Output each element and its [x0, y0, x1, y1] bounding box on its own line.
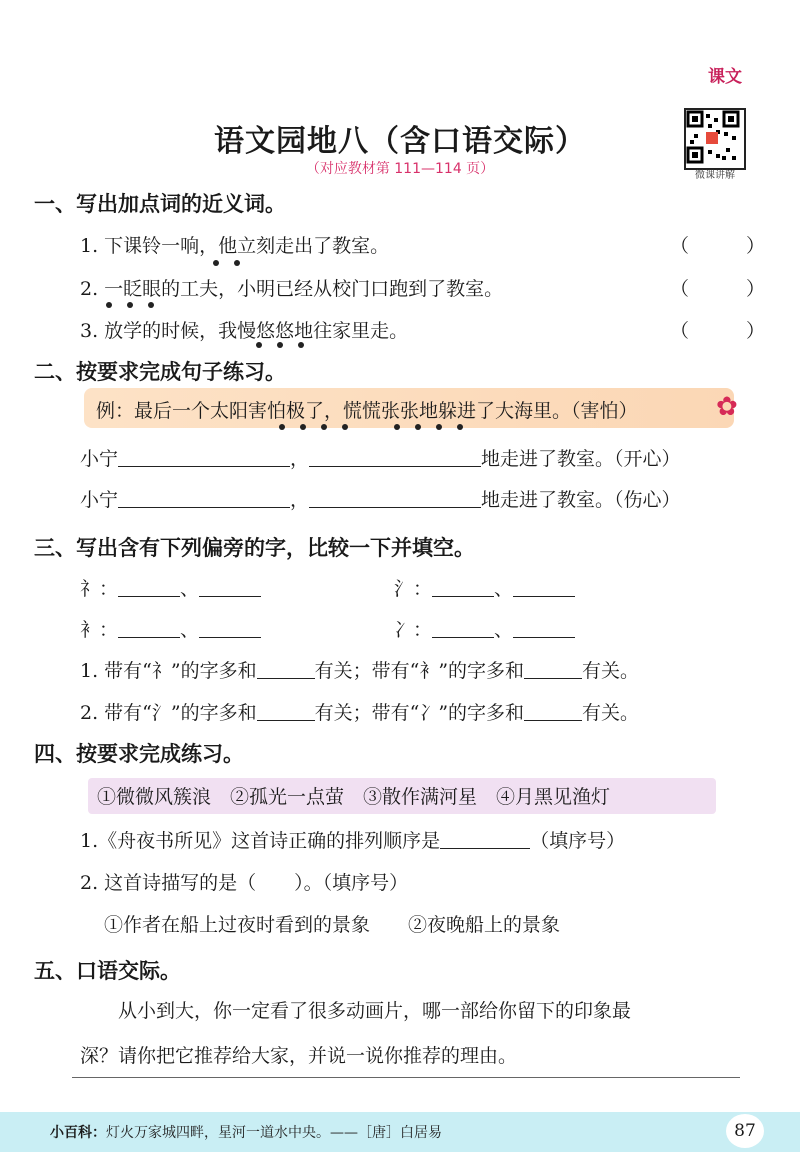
flower-icon: ✿: [716, 392, 738, 422]
poem-lines: ①微微风簇浪 ②孤光一点萤 ③散作满河星 ④月黑见渔灯: [97, 786, 611, 808]
answer-blank[interactable]: [257, 660, 315, 679]
emphasis-dot: [436, 424, 442, 430]
answer-blank[interactable]: [309, 489, 481, 508]
answer-blank[interactable]: [524, 702, 582, 721]
fill-row-1: 小宁 ， 地走进了教室。（开心）: [80, 448, 681, 470]
question-1-3: 3. 放学的时候，我慢悠悠地往家里走。: [80, 320, 409, 342]
emphasis-dot: [300, 424, 306, 430]
answer-blank[interactable]: [118, 448, 290, 467]
emphasis-dot: [127, 302, 133, 308]
question-1-1: 1. 下课铃一响，他立刻走出了教室。: [80, 235, 390, 257]
footer-quote: 灯火万家城四畔，星河一道水中央。——［唐］白居易: [106, 1125, 442, 1141]
answer-blank[interactable]: [199, 619, 261, 638]
answer-blank[interactable]: [199, 578, 261, 597]
answer-blank[interactable]: [440, 830, 530, 849]
emphasis-dot: [298, 342, 304, 348]
page-number: 87: [726, 1114, 764, 1148]
emphasis-dot: [277, 342, 283, 348]
footer-trivia: [50, 1122, 442, 1142]
radical-row-shi: 礻： 、: [80, 574, 261, 601]
example-sentence: 例：最后一个太阳害怕极了，慌慌张张地躲进了大海里。（害怕）: [96, 400, 638, 422]
emphasis-dot: [234, 260, 240, 266]
emphasis-dot: [256, 342, 262, 348]
question-4-2: 2. 这首诗描写的是（ ）。（填序号）: [80, 872, 409, 894]
question-3-1: 1. 带有“礻”的字多和 有关；带有“衤”的字多和 有关。: [80, 660, 640, 682]
qr-caption: 微课讲解: [695, 170, 735, 181]
radical-row-yi: 衤： 、: [80, 615, 261, 642]
page-title: 语文园地八（含口语交际）: [214, 124, 586, 159]
radical-row-shui: 氵： 、: [394, 574, 575, 601]
emphasis-dot: [106, 302, 112, 308]
footer-label: 小百科：: [50, 1125, 106, 1141]
emphasis-dot: [148, 302, 154, 308]
question-3-2: 2. 带有“氵”的字多和 有关；带有“冫”的字多和 有关。: [80, 702, 640, 724]
answer-blank[interactable]: [513, 578, 575, 597]
answer-blank[interactable]: [432, 619, 494, 638]
emphasis-dot: [321, 424, 327, 430]
answer-paren-1-1[interactable]: （ ）: [670, 235, 766, 257]
radical-row-bing: 冫： 、: [394, 615, 575, 642]
section-heading-1: 一、写出加点词的近义词。: [34, 192, 286, 216]
answer-paren-1-2[interactable]: （ ）: [670, 278, 766, 300]
section-heading-4: 四、按要求完成练习。: [34, 742, 244, 766]
emphasis-dot: [415, 424, 421, 430]
answer-blank[interactable]: [309, 448, 481, 467]
answer-blank[interactable]: [524, 660, 582, 679]
question-4-2-options: ①作者在船上过夜时看到的景象 ②夜晚船上的景象: [104, 914, 561, 936]
qr-code-icon[interactable]: [684, 108, 746, 170]
section-heading-2: 二、按要求完成句子练习。: [34, 360, 286, 384]
emphasis-dot: [279, 424, 285, 430]
oral-prompt-line-2: 深？请你把它推荐给大家，并说一说你推荐的理由。: [80, 1045, 518, 1067]
page-subtitle: （对应教材第 111—114 页）: [305, 161, 495, 177]
emphasis-dot: [457, 424, 463, 430]
question-4-1: 1.《舟夜书所见》这首诗正确的排列顺序是 （填序号）: [80, 830, 626, 852]
answer-blank[interactable]: [118, 619, 180, 638]
section-heading-3: 三、写出含有下列偏旁的字，比较一下并填空。: [34, 536, 475, 560]
section-heading-5: 五、口语交际。: [34, 959, 181, 983]
answer-blank[interactable]: [118, 489, 290, 508]
answer-blank[interactable]: [432, 578, 494, 597]
answer-line[interactable]: [72, 1077, 740, 1078]
fill-row-2: 小宁 ， 地走进了教室。（伤心）: [80, 489, 681, 511]
answer-paren-1-3[interactable]: （ ）: [670, 320, 766, 342]
answer-blank[interactable]: [257, 702, 315, 721]
emphasis-dot: [394, 424, 400, 430]
answer-blank[interactable]: [513, 619, 575, 638]
emphasis-dot: [342, 424, 348, 430]
emphasis-dot: [213, 260, 219, 266]
answer-blank[interactable]: [118, 578, 180, 597]
category-label: 课文: [708, 67, 742, 87]
question-1-2: 2. 一眨眼的工夫，小明已经从校门口跑到了教室。: [80, 278, 504, 300]
oral-prompt-line-1: 从小到大，你一定看了很多动画片，哪一部给你留下的印象最: [118, 1000, 632, 1022]
